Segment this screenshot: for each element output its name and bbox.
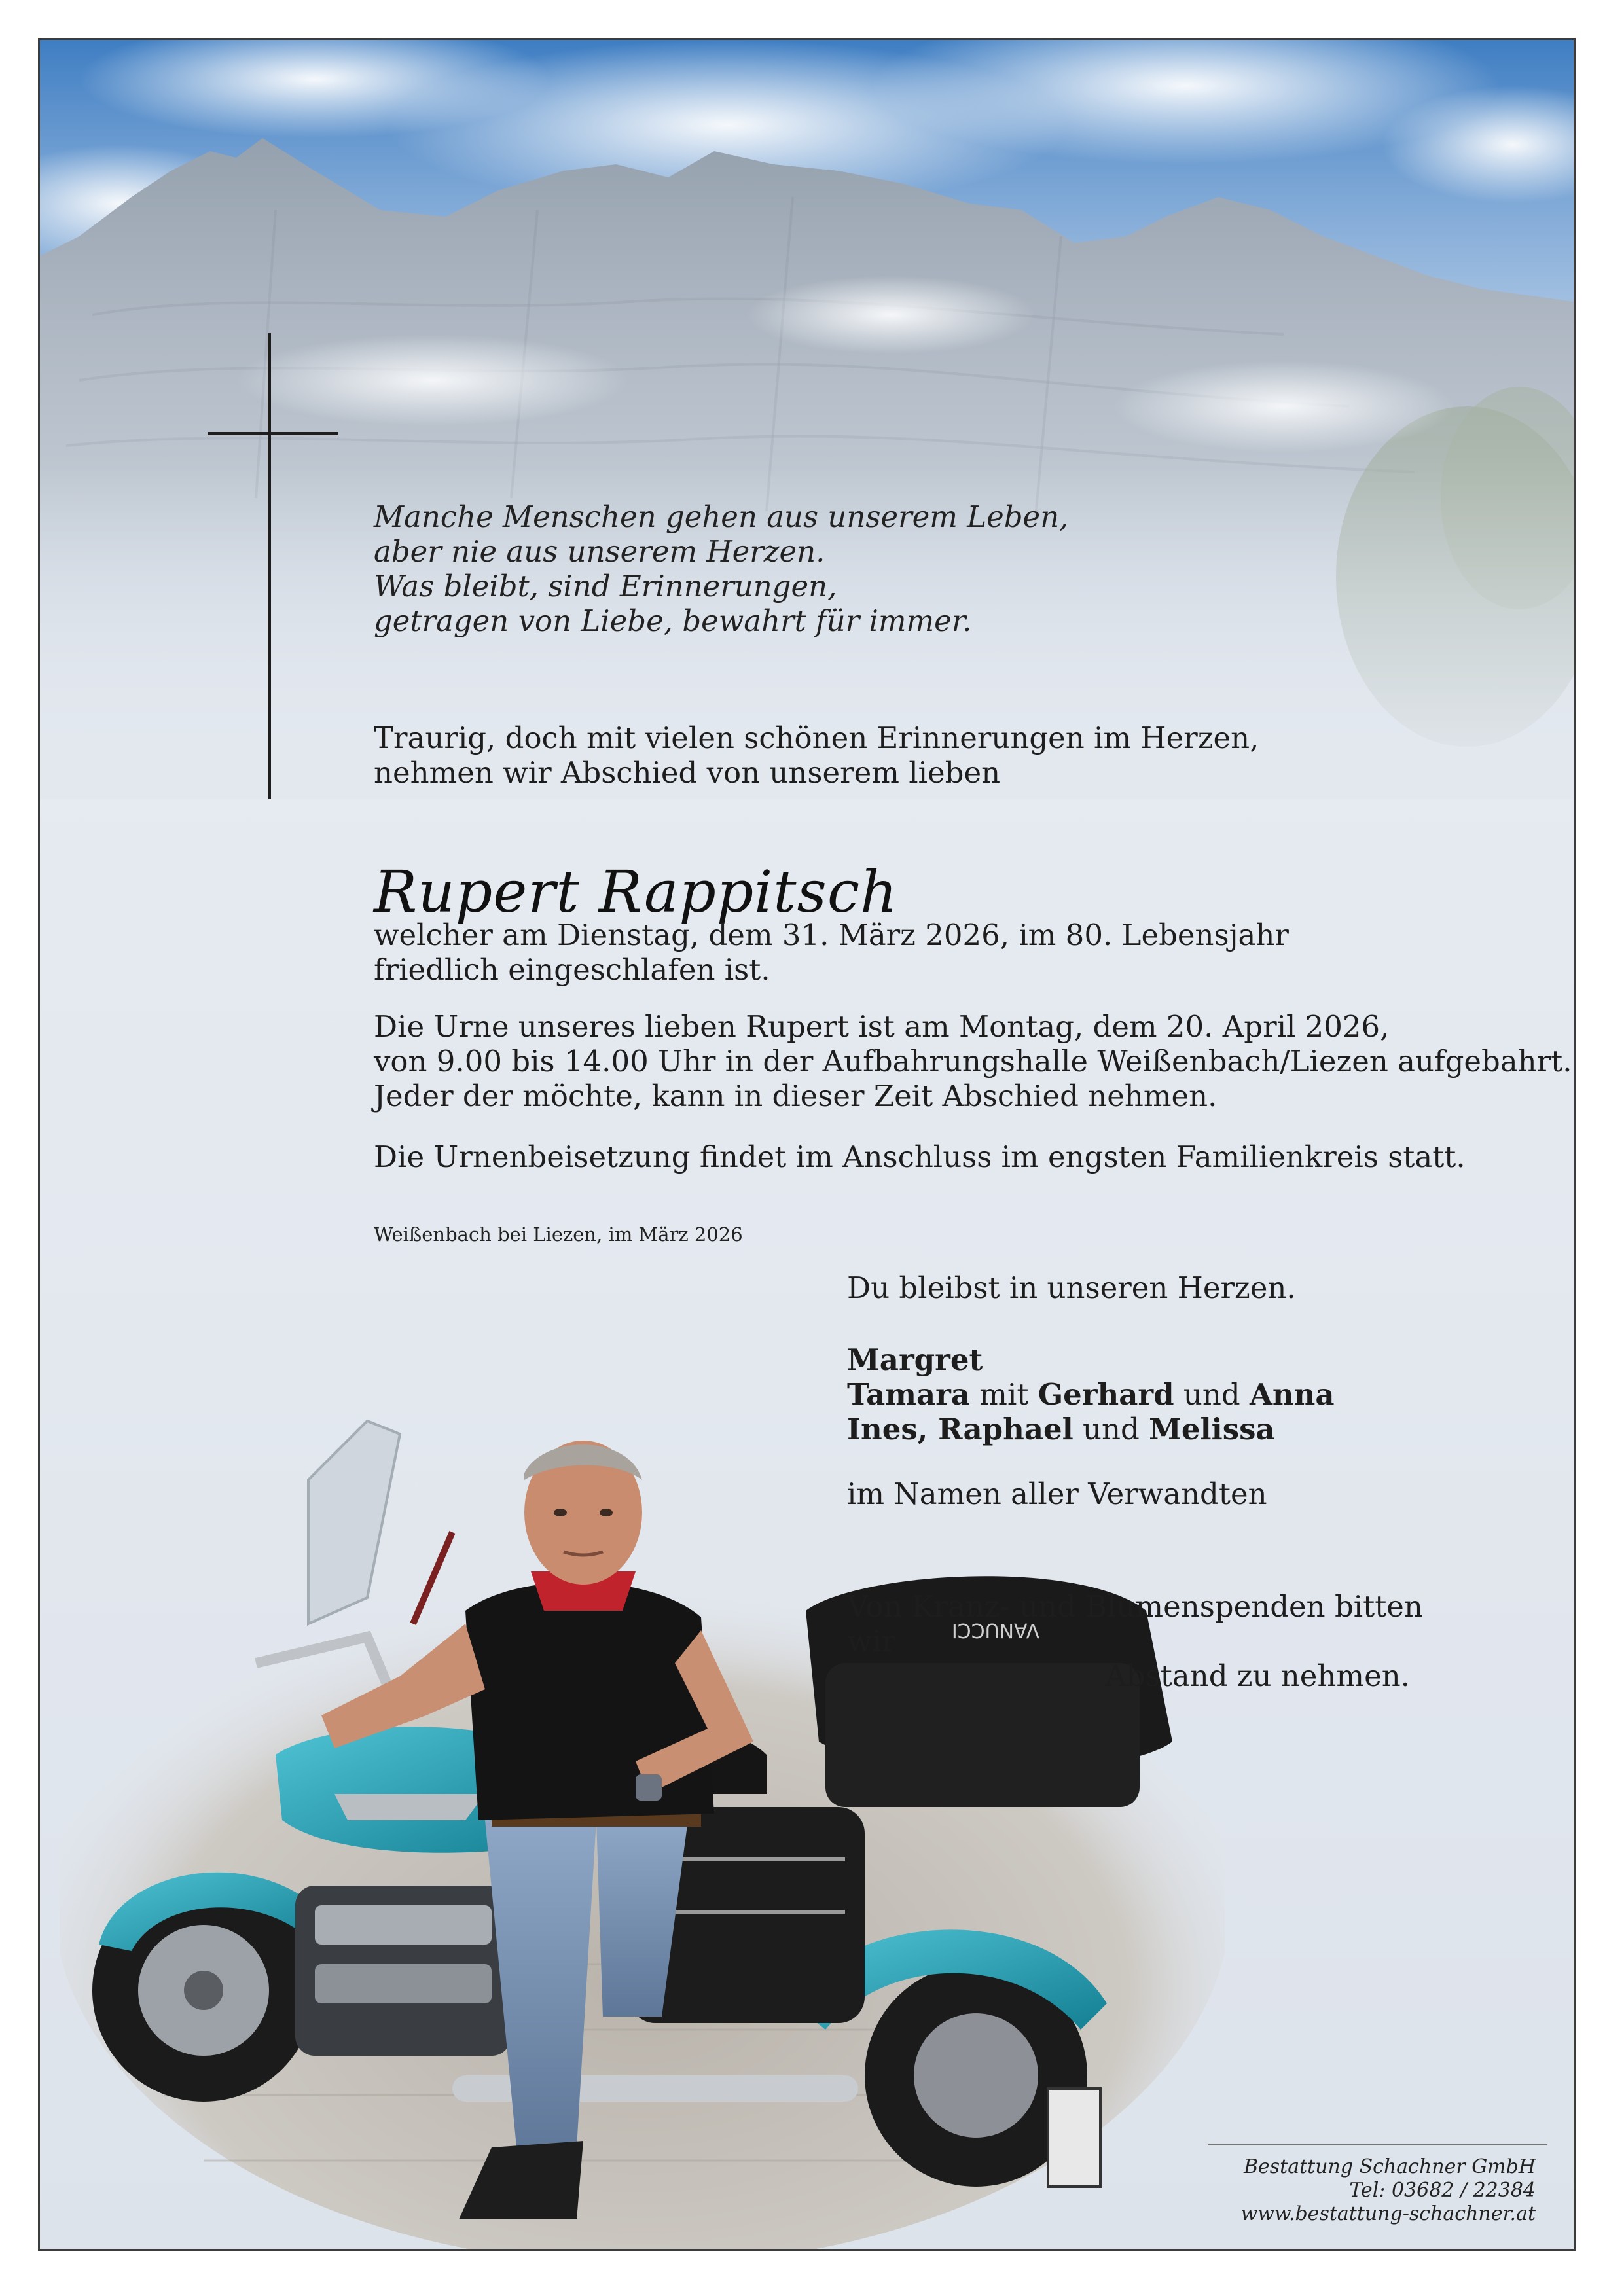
mourner-name: Ines, Raphael	[847, 1412, 1074, 1446]
quote-line: Was bleibt, sind Erinnerungen,	[374, 569, 837, 603]
mourner-name: Tamara	[847, 1377, 970, 1412]
memorial-quote	[374, 499, 1068, 638]
urn-viewing-notice: Die Urne unseres lieben Rupert ist am Montag, dem 20. April 2026, von 9.00 bis 14.00 Uhr in der Aufbahrungshalle Weißenbach/Liezen aufgebahrt. Jeder der möchte, kann in dieser Zeit Abschied nehmen.	[374, 1009, 1572, 1113]
portrait-photo-motorcycle	[60, 1323, 1225, 2249]
cross-icon	[208, 333, 338, 799]
death-notice: welcher am Dienstag, dem 31. März 2026, im 80. Lebensjahr friedlich eingeschlafen ist.	[374, 918, 1289, 987]
quote-line: Manche Menschen gehen aus unserem Leben,	[374, 499, 1069, 534]
family-mourners: Margret Tamara mit Gerhard und Anna Ines, Raphael und Melissa	[847, 1342, 1335, 1446]
undertaker-phone: Tel: 03682 / 22384	[1349, 2179, 1536, 2202]
mourner-name: Anna	[1249, 1377, 1335, 1412]
place-and-date: Weißenbach bei Liezen, im März 2026	[374, 1223, 743, 1246]
undertaker-website: www.bestattung-schachner.at	[1240, 2202, 1536, 2225]
mourner-name: Margret	[847, 1342, 983, 1377]
intro-text: Traurig, doch mit vielen schönen Erinnerungen im Herzen, nehmen wir Abschied von unserem lieben	[374, 721, 1259, 790]
bag-brand-label: VANUCCI	[951, 1619, 1040, 1641]
deceased-name: Rupert Rappitsch	[374, 858, 898, 925]
mourner-name: Melissa	[1149, 1412, 1275, 1446]
mourner-name: Gerhard	[1038, 1377, 1174, 1412]
quote-line: aber nie aus unserem Herzen.	[374, 534, 825, 569]
quote-line: getragen von Liebe, bewahrt für immer.	[374, 603, 972, 638]
undertaker-info	[1240, 2155, 1536, 2226]
obituary-card	[38, 38, 1576, 2251]
footer-divider	[1208, 2144, 1547, 2145]
relatives-note: im Namen aller Verwandten	[847, 1477, 1267, 1511]
undertaker-name: Bestattung Schachner GmbH	[1243, 2155, 1536, 2178]
closing-phrase: Du bleibst in unseren Herzen.	[847, 1270, 1296, 1305]
flowers-request: Von Kranz- und Blumenspenden bitten wir Abstand zu nehmen.	[847, 1589, 1423, 1693]
burial-notice: Die Urnenbeisetzung findet im Anschluss im engsten Familienkreis statt.	[374, 1139, 1466, 1174]
